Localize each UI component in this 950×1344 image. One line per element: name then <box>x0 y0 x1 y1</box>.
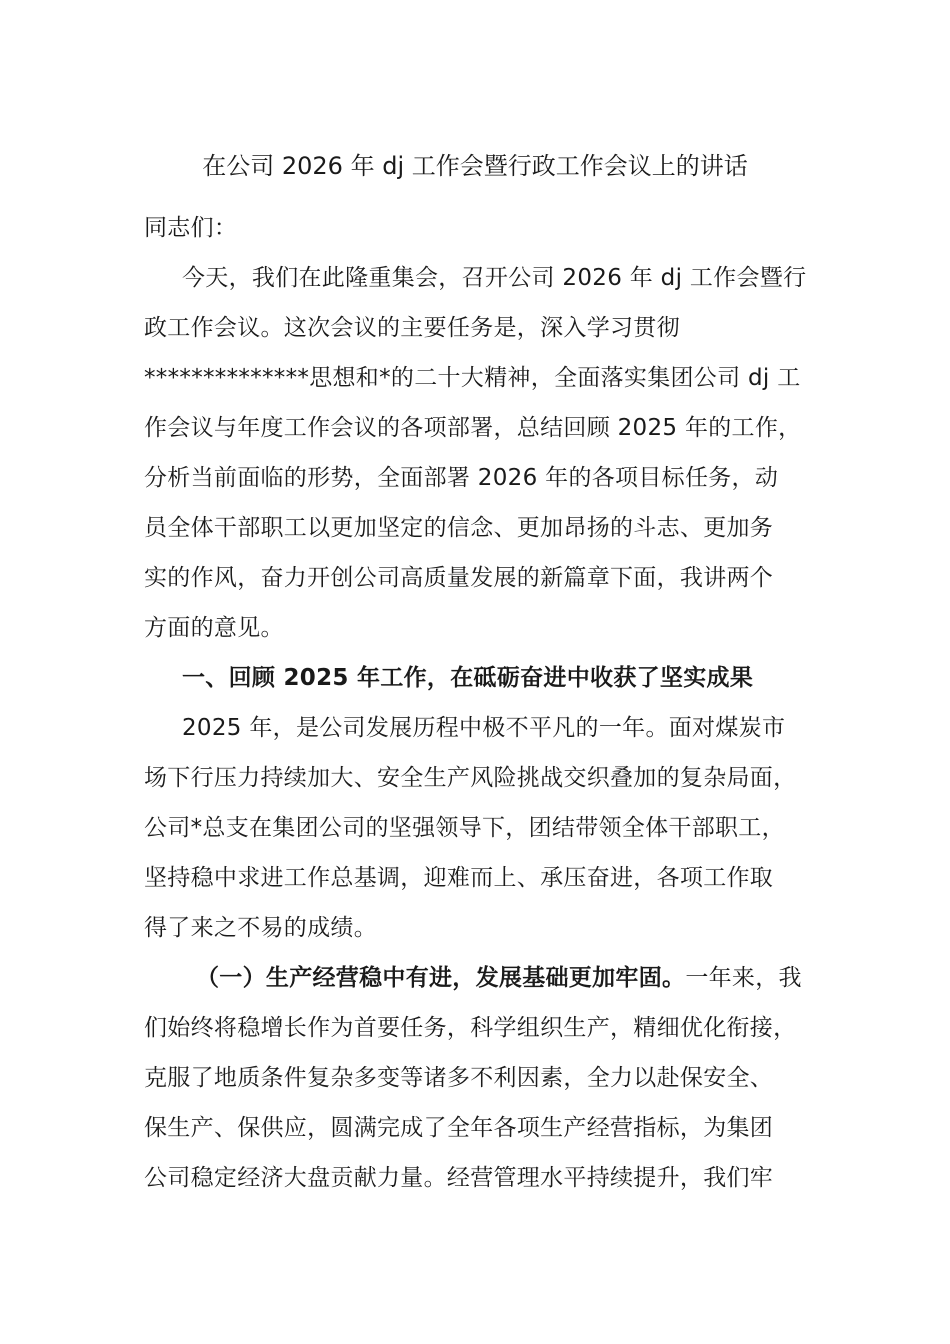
paragraph-line: 实的作风，奋力开创公司高质量发展的新篇章下面，我讲两个 <box>144 565 774 591</box>
paragraph-line: 2025 年，是公司发展历程中极不平凡的一年。面对煤炭市 <box>182 715 786 741</box>
paragraph-line: 坚持稳中求进工作总基调，迎难而上、承压奋进，各项工作取 <box>144 865 774 891</box>
salutation: 同志们： <box>144 215 238 241</box>
subsection-first-line <box>144 953 809 1003</box>
paragraph-line: 们始终将稳增长作为首要任务，科学组织生产，精细优化衔接， <box>144 1015 797 1041</box>
paragraph-line: **************思想和*的二十大精神，全面落实集团公司 dj 工 <box>144 365 801 391</box>
paragraph-line: 方面的意见。 <box>144 615 284 641</box>
paragraph-line: 今天，我们在此隆重集会，召开公司 2026 年 dj 工作会暨行 <box>182 265 807 291</box>
paragraph-line: 公司*总支在集团公司的坚强领导下，团结带领全体干部职工， <box>144 815 785 841</box>
paragraph-line: 员全体干部职工以更加坚定的信念、更加昂扬的斗志、更加务 <box>144 515 774 541</box>
document-body <box>144 203 809 1203</box>
paragraph-line: 政工作会议。这次会议的主要任务是，深入学习贯彻 <box>144 315 680 341</box>
subsection-lead-text: 一年来，我 <box>685 965 802 991</box>
paragraph-line: 公司稳定经济大盘贡献力量。经营管理水平持续提升，我们牢 <box>144 1165 774 1191</box>
paragraph-line: 得了来之不易的成绩。 <box>144 915 377 941</box>
paragraph-line: 作会议与年度工作会议的各项部署，总结回顾 2025 年的工作， <box>144 415 802 441</box>
subsection-heading: （一）生产经营稳中有进，发展基础更加牢固。 <box>196 965 686 991</box>
paragraph-line: 克服了地质条件复杂多变等诸多不利因素，全力以赴保安全、 <box>144 1065 774 1091</box>
paragraph-line: 分析当前面临的形势，全面部署 2026 年的各项目标任务，动 <box>144 465 779 491</box>
document-title: 在公司 2026 年 dj 工作会暨行政工作会议上的讲话 <box>202 152 748 180</box>
paragraph-line: 场下行压力持续加大、安全生产风险挑战交织叠加的复杂局面， <box>144 765 797 791</box>
section-heading: 一、回顾 2025 年工作，在砥砺奋进中收获了坚实成果 <box>182 665 754 691</box>
paragraph-line: 保生产、保供应，圆满完成了全年各项生产经营指标，为集团 <box>144 1115 774 1141</box>
